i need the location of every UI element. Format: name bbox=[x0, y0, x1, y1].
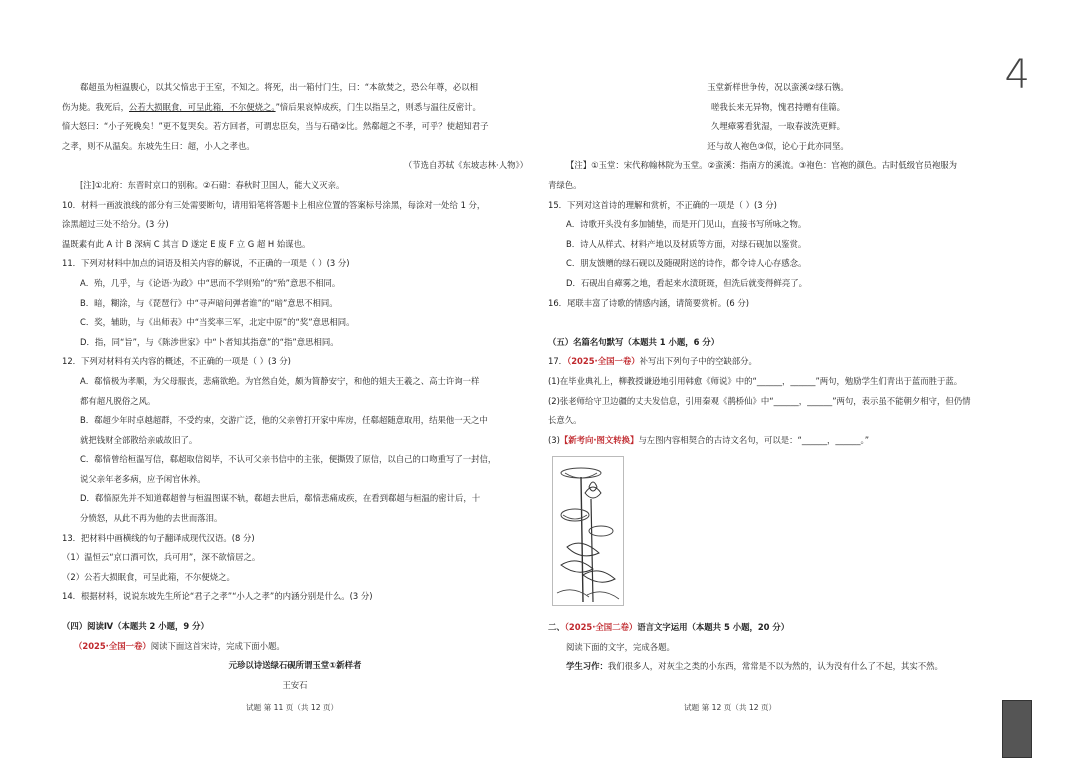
poem-author: 王安石 bbox=[282, 679, 308, 690]
question-13-item: （2）公若大损眠食，可呈此箱，不尔便烧之。 bbox=[62, 571, 235, 582]
option-a: A．郗愔极为孝顺，为父母服丧，悲痛欲绝。为官然自处，颇为简静安宁，和他的姐夫王羲之、高士许询一样 bbox=[80, 375, 480, 386]
option-c: C．朋友馈赠的绿石砚以及随砚附送的诗作，都令诗人心存感念。 bbox=[566, 258, 807, 269]
section-two-intro: 阅读下面的文字，完成各题。 bbox=[566, 641, 675, 652]
poem-line: 玉堂新样世争传，况以蛮溪②绿石镌。 bbox=[707, 82, 849, 92]
option-b: B．暗，糊涂，与《琵琶行》中“寻声暗问弹者谁”的“暗”意思不相同。 bbox=[80, 297, 338, 308]
question-10: 10．材料一画波浪线的部分有三处需要断句，请用铅笔将答题卡上相应位置的答案标号涂黑，每涂对一处给 1 分， bbox=[62, 199, 486, 210]
section-4-intro bbox=[62, 637, 528, 657]
item-text: 与左图内容相契合的古诗文名句，可以是：“______，______。” bbox=[638, 434, 870, 445]
question-17 bbox=[548, 352, 1008, 372]
poem-line: 久埋瘴雾看犹湿，一取春波洗更鲜。 bbox=[711, 121, 845, 132]
passage-line: 之孝，则不从温矣。东坡先生曰：超，小人之孝也。 bbox=[62, 140, 255, 151]
section-two-heading bbox=[548, 618, 1008, 638]
passage-note: [注]①北府：东晋时京口的别称。②石碏：春秋时卫国人，能大义灭亲。 bbox=[80, 179, 345, 190]
section-prefix: 二、 bbox=[548, 622, 565, 633]
question-16: 16．尾联丰富了诗歌的情感内涵，请简要赏析。(6 分) bbox=[548, 297, 750, 308]
question-15: 15．下列对这首诗的理解和赏析，不正确的一项是（ ）(3 分) bbox=[548, 199, 777, 210]
passage-text: ”愔后果哀悼成疾，门生以指呈之，则悉与温往反密计。 bbox=[275, 101, 481, 112]
footer-page-11: 试题 第 11 页（共 12 页） bbox=[246, 703, 339, 712]
intro-text: 阅读下面这首宋诗，完成下面小题。 bbox=[150, 640, 285, 651]
option-c: C．奖，辅助，与《出师表》中“当奖率三军，北定中原”的“奖”意思相同。 bbox=[80, 317, 355, 328]
question-number: 17． bbox=[548, 356, 568, 367]
option-d-cont: 分愤怒，从此不再为他的去世而落泪。 bbox=[80, 513, 223, 524]
passage-line bbox=[62, 98, 528, 118]
option-d: D．石砚出自瘴雾之地，看起来水渍斑斑，但洗后就变得鲜亮了。 bbox=[566, 277, 807, 288]
student-essay bbox=[548, 657, 1008, 677]
option-a-cont: 都有超凡脱俗之风。 bbox=[80, 395, 156, 406]
section-5-heading: （五）名篇名句默写（本题共 1 小题，6 分） bbox=[548, 336, 720, 347]
section-title: 语言文字运用（本题共 5 小题，20 分） bbox=[637, 622, 790, 633]
option-c: C．郗愔曾给桓温写信，郗超取信阅毕，不认可父亲书信中的主张，便撕毁了原信，以自己的口吻重写了一封信， bbox=[80, 454, 497, 465]
lotus-illustration bbox=[552, 456, 624, 606]
option-a: A．殆，几乎，与《论语·为政》中“思而不学则殆”的“殆”意思不相同。 bbox=[80, 277, 341, 288]
question-13-item: （1）温恒云“京口酒可饮，兵可用”，深不欲愔居之。 bbox=[62, 552, 261, 563]
question-13: 13．把材料中画横线的句子翻译成现代汉语。(8 分) bbox=[62, 532, 255, 543]
question-text: 补写出下列句子中的空缺部分。 bbox=[639, 356, 757, 367]
question-14: 14．根据材料，说说东坡先生所论“君子之孝”“小人之孝”的内涵分别是什么。(3 分) bbox=[62, 591, 373, 602]
question-17-item-1: (1)在毕业典礼上，柳教授谦逊地引用韩愈《师说》中的“______，______”两句，勉励学生们青出于蓝而胜于蓝。 bbox=[548, 375, 963, 386]
option-b: B．诗人从样式、材料产地以及材质等方面，对绿石砚加以鉴赏。 bbox=[566, 238, 807, 249]
item-number: (3) bbox=[548, 434, 560, 445]
poem-line: 嗟我长来无异物，愧君持赠有佳篇。 bbox=[711, 101, 845, 112]
scroll-thumb[interactable] bbox=[1002, 700, 1032, 758]
question-10-text: 温既素有此 A 计 B 深病 C 其言 D 遂定 E 废 F 立 G 超 H 始谋也。 bbox=[62, 238, 311, 249]
option-c-cont: 说父亲年老多病，应予闲官休养。 bbox=[80, 473, 206, 484]
exam-tag: （2025·全国一卷） bbox=[74, 640, 151, 651]
right-page-column bbox=[548, 78, 1008, 677]
lotus-drawing bbox=[553, 457, 623, 605]
option-b-cont: 就把钱财全部散给亲戚故旧了。 bbox=[80, 434, 198, 445]
essay-label: 学生习作： bbox=[566, 661, 608, 672]
option-a: A．诗歌开头没有多加铺垫，而是开门见山，直接书写所咏之物。 bbox=[566, 219, 807, 230]
passage-line: 愔大怒曰：“小子死晚矣！”更不复哭矣。若方回者，可谓忠臣矣，当与石碏②比。然郗超之不孝，可乎？使超知君子 bbox=[62, 121, 489, 132]
question-10-text: 涂黑超过三处不给分。(3 分) bbox=[62, 219, 169, 230]
poem-note-cont: 青绿色。 bbox=[548, 179, 582, 190]
question-17-item-2-cont: 长意久。 bbox=[548, 415, 582, 426]
exam-tag: （2025·全国一卷） bbox=[567, 356, 640, 367]
question-17-item-2: (2)张老师给守卫边疆的丈夫发信息，引用秦观《鹊桥仙》中“______，______”两句，表示虽不能朝夕相守，但仍情 bbox=[548, 395, 971, 406]
question-11: 11．下列对材料中加点的词语及相关内容的解说，不正确的一项是（ ）(3 分) bbox=[62, 258, 350, 269]
corner-page-number: 4 bbox=[1004, 52, 1030, 98]
option-d: D．指，同“旨”，与《陈涉世家》中“卜者知其指意”的“指”意思相同。 bbox=[80, 336, 339, 347]
option-d: D．郗愔原先并不知道郗超曾与桓温图谋不轨，郗超去世后，郗愔悲痛成疾，在看到郗超与桓温的密计后，十 bbox=[80, 493, 481, 504]
essay-text: 我们很多人，对灰尘之类的小东西，常常是不以为然的，认为没有什么了不起，其实不然。 bbox=[607, 661, 943, 672]
underlined-sentence: 公若大损眠食，可呈此箱，不尔便烧之。 bbox=[129, 101, 276, 112]
new-direction-tag: 【新考向·图文转换】 bbox=[559, 434, 639, 445]
passage-line: 郗超虽为桓温腹心，以其父愔忠于王室，不知之。将死，出一箱付门生，曰：“本欲焚之，恐公年尊，必以相 bbox=[80, 82, 478, 92]
poem-title: 元珍以诗送绿石砚所谓玉堂①新样者 bbox=[228, 660, 362, 671]
question-12: 12．下列对材料有关内容的概述，不正确的一项是（ ）(3 分) bbox=[62, 356, 291, 367]
section-4-heading: （四）阅读Ⅳ（本题共 2 小题，9 分） bbox=[62, 621, 209, 632]
passage-text: 伤为毙。我死后， bbox=[62, 101, 129, 112]
poem-line: 还与故人袍色③似，论心于此亦同坚。 bbox=[707, 140, 849, 151]
exam-tag: （2025·全国二卷） bbox=[564, 622, 638, 633]
option-b: B．郗超少年时卓越超群，不受约束，交游广泛，他的父亲曾打开家中库房，任郗超随意取用，结果他一天之中 bbox=[80, 415, 488, 426]
left-page-column bbox=[62, 78, 528, 695]
poem-note: 【注】①玉堂：宋代称翰林院为玉堂。②蛮溪：指南方的溪流。③袍色：官袍的颜色。古时低级官员袍服为 bbox=[566, 160, 958, 171]
footer-page-12: 试题 第 12 页（共 12 页） bbox=[684, 703, 777, 712]
passage-source: （节选自苏轼《东坡志林·人物》） bbox=[403, 160, 528, 171]
question-17-item-3 bbox=[548, 431, 1008, 451]
